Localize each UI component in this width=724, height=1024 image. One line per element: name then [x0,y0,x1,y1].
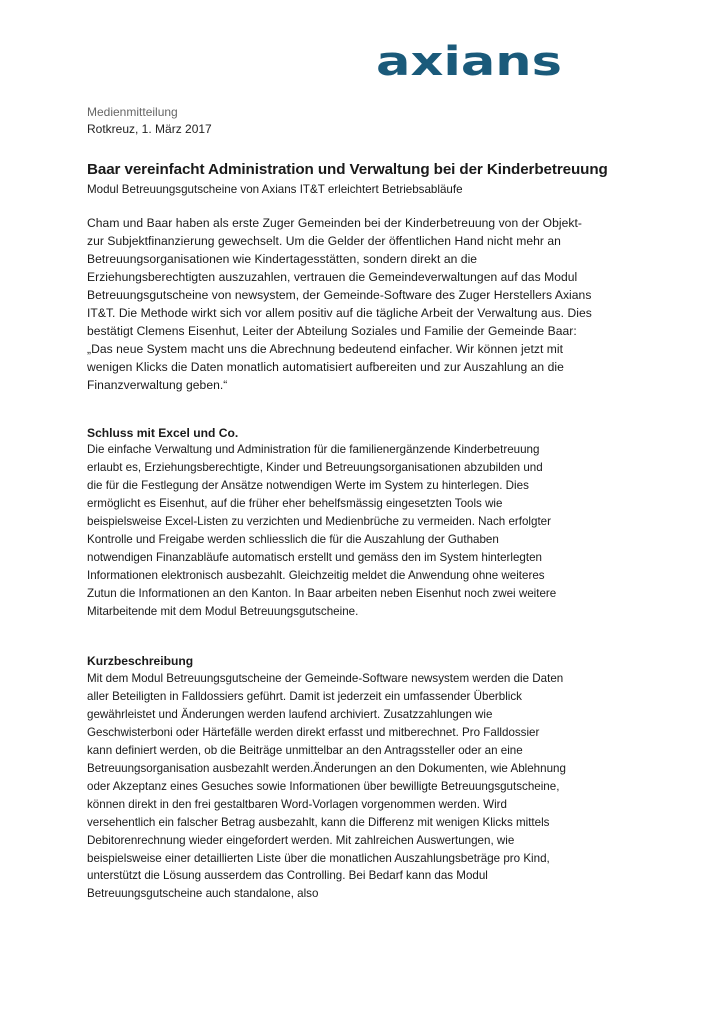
place-date: Rotkreuz, 1. März 2017 [87,122,212,136]
headline: Baar vereinfacht Administration und Verwaltung bei der Kinderbetreuung [87,161,608,178]
document-type-label: Medienmitteilung [87,105,178,119]
axians-logo [376,42,562,82]
lead-paragraph: Cham und Baar haben als erste Zuger Gemeinden bei der Kinderbetreuung von der Objekt- zur Subjektfinanzierung gewechselt. Um die Gelder der öffentlichen Hand nicht mehr an Betreuungsorganisationen wie Kindertagesstätten, sondern direkt an die Erziehungsberechtigten auszuzahlen, vertrauen die Gemeindeverwaltungen auf das Modul Betreuungsgutscheine von newsystem, der Gemeinde-Software des Zuger Herstellers Axians IT&T. Die Methode wirkt sich vor allem positiv auf die tägliche Arbeit der Verwaltung aus. Dies bestätigt Clemens Eisenhut, Leiter der Abteilung Soziales und Familie der Gemeinde Baar: „Das neue System macht uns die Abrechnung bedeutend einfacher. Wir können jetzt mit wenigen Klicks die Daten monatlich automatisiert aufbereiten und zur Auszahlung an die Finanzverwaltung geben.“ [87,216,592,392]
section-body-excel: Die einfache Verwaltung und Administration für die familienergänzende Kinderbetreuung erlaubt es, Erziehungsberechtigte, Kinder und Betreuungsorganisationen abzubilden und die für die Festlegung der Ansätze notwendigen Werte im System zu hinterlegen. Dies ermöglicht es Eisenhut, auf die früher eher behelfsmässig eingesetzten Tools wie beispielsweise Excel-Listen zu verzichten und Medienbrüche zu vermeiden. Nach erfolgter Kontrolle und Freigabe werden schliesslich die für die Auszahlung der Guthaben notwendigen Finanzabläufe automatisch erstellt und gemäss den im System hinterlegten Informationen elektronisch ausbezahlt. Gleichzeitig meldet die Anwendung ohne weiteres Zutun die Informationen an den Kanton. In Baar arbeiten neben Eisenhut noch zwei weitere Mitarbeitende mit dem Modul Betreuungsgutscheine. [87,443,557,618]
section-title-excel: Schluss mit Excel und Co. [87,426,239,440]
subheadline: Modul Betreuungsgutscheine von Axians IT&T erleichtert Betriebsabläufe [87,183,463,196]
section-body-kurzbeschreibung: Mit dem Modul Betreuungsgutscheine der Gemeinde-Software newsystem werden die Daten aller Beteiligten in Falldossiers geführt. Damit ist jederzeit ein umfassender Überblick gewährleistet und Änderungen werden laufend archiviert. Zusatzzahlungen wie Geschwisterboni oder Härtefälle werden direkt erfasst und mitberechnet. Pro Falldossier kann definiert werden, ob die Beiträge unmittelbar an den Antragssteller oder an eine Betreuungsorganisation ausbezahlt werden.Änderungen an den Dokumenten, wie Ablehnung oder Akzeptanz eines Gesuches sowie Informationen über bewilligte Betreuungsgutscheine, können direkt in den frei gestaltbaren Word-Vorlagen vorgenommen werden. Wird versehentlich ein falscher Betrag ausbezahlt, kann die Differenz mit wenigen Klicks mittels Debitorenrechnung wieder eingefordert werden. Mit zahlreichen Auswertungen, wie beispielsweise einer detaillierten Liste über die monatlichen Auszahlungsbeträge pro Kind, unterstützt die Lösung ausserdem das Controlling. Bei Bedarf kann das Modul Betreuungsgutscheine auch standalone, also [87,672,566,901]
svg-text:axians: axians [376,42,562,82]
press-meta [87,104,212,138]
section-title-kurzbeschreibung: Kurzbeschreibung [87,654,194,668]
